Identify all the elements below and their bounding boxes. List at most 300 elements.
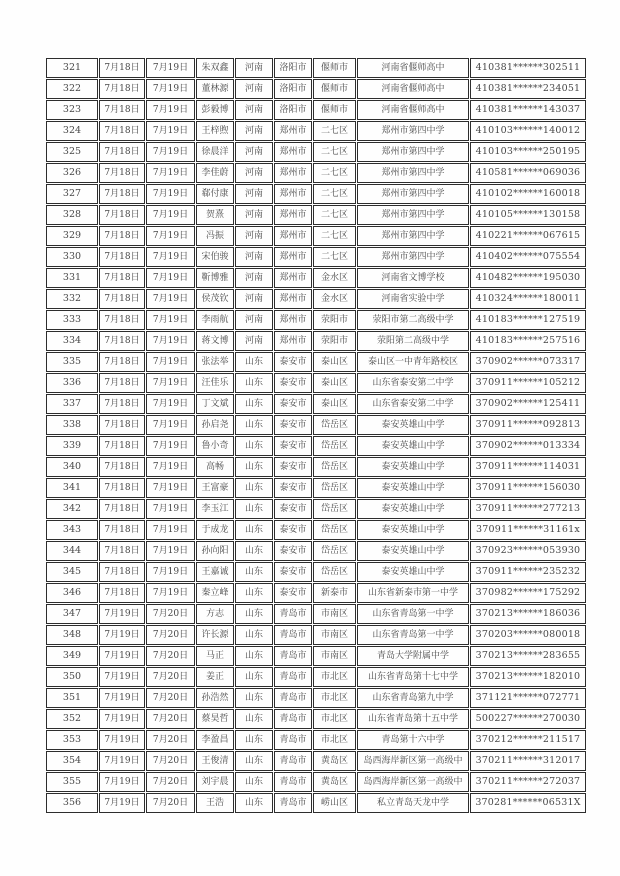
cell-school: 泰安英雄山中学 xyxy=(357,499,469,519)
cell-id-number: 370203******080018 xyxy=(470,625,586,645)
cell-row-number: 343 xyxy=(46,520,98,540)
table-row xyxy=(46,709,586,729)
cell-city: 青岛市 xyxy=(274,793,312,813)
cell-province: 河南 xyxy=(235,226,273,246)
cell-date-2: 7月20日 xyxy=(146,646,195,666)
cell-name: 秦立峰 xyxy=(196,583,234,603)
cell-district: 金水区 xyxy=(313,289,356,309)
cell-district: 岱岳区 xyxy=(313,541,356,561)
cell-district: 岱岳区 xyxy=(313,457,356,477)
cell-date-1: 7月18日 xyxy=(99,583,145,603)
cell-district: 泰山区 xyxy=(313,394,356,414)
cell-name: 徐晨洋 xyxy=(196,142,234,162)
cell-school: 山东省青岛第一中学 xyxy=(357,604,469,624)
cell-id-number: 410103******140012 xyxy=(470,121,586,141)
cell-city: 泰安市 xyxy=(274,583,312,603)
cell-date-2: 7月19日 xyxy=(146,226,195,246)
table-row xyxy=(46,247,586,267)
cell-name: 蒋文博 xyxy=(196,331,234,351)
cell-province: 河南 xyxy=(235,163,273,183)
cell-school: 泰安英雄山中学 xyxy=(357,415,469,435)
cell-row-number: 333 xyxy=(46,310,98,330)
table-row xyxy=(46,772,586,792)
cell-row-number: 356 xyxy=(46,793,98,813)
cell-id-number: 370212******211517 xyxy=(470,730,586,750)
cell-date-2: 7月19日 xyxy=(146,520,195,540)
cell-row-number: 338 xyxy=(46,415,98,435)
cell-district: 岱岳区 xyxy=(313,562,356,582)
cell-date-1: 7月18日 xyxy=(99,520,145,540)
cell-id-number: 370213******186036 xyxy=(470,604,586,624)
cell-id-number: 370923******053930 xyxy=(470,541,586,561)
table-row xyxy=(46,352,586,372)
cell-city: 郑州市 xyxy=(274,331,312,351)
table-row xyxy=(46,499,586,519)
cell-school: 河南省偃师高中 xyxy=(357,58,469,78)
table-row xyxy=(46,415,586,435)
cell-row-number: 347 xyxy=(46,604,98,624)
cell-date-2: 7月19日 xyxy=(146,373,195,393)
cell-province: 河南 xyxy=(235,142,273,162)
cell-id-number: 500227******270030 xyxy=(470,709,586,729)
cell-name: 孙启尧 xyxy=(196,415,234,435)
cell-school: 郑州市第四中学 xyxy=(357,226,469,246)
cell-city: 郑州市 xyxy=(274,142,312,162)
cell-school: 河南省偃师高中 xyxy=(357,79,469,99)
table-row xyxy=(46,625,586,645)
cell-district: 金水区 xyxy=(313,268,356,288)
cell-date-2: 7月19日 xyxy=(146,58,195,78)
cell-province: 河南 xyxy=(235,289,273,309)
cell-school: 泰安英雄山中学 xyxy=(357,457,469,477)
cell-date-1: 7月18日 xyxy=(99,394,145,414)
cell-province: 山东 xyxy=(235,373,273,393)
table-row xyxy=(46,331,586,351)
cell-city: 洛阳市 xyxy=(274,58,312,78)
cell-date-2: 7月19日 xyxy=(146,352,195,372)
cell-district: 黄岛区 xyxy=(313,772,356,792)
cell-id-number: 410381******302511 xyxy=(470,58,586,78)
cell-district: 岱岳区 xyxy=(313,520,356,540)
cell-school: 泰安英雄山中学 xyxy=(357,562,469,582)
cell-id-number: 370911******235232 xyxy=(470,562,586,582)
cell-province: 河南 xyxy=(235,310,273,330)
cell-province: 河南 xyxy=(235,121,273,141)
cell-school: 泰安英雄山中学 xyxy=(357,436,469,456)
cell-name: 孙浩然 xyxy=(196,688,234,708)
cell-name: 王富豪 xyxy=(196,478,234,498)
cell-date-1: 7月18日 xyxy=(99,331,145,351)
cell-date-2: 7月19日 xyxy=(146,310,195,330)
cell-district: 偃师市 xyxy=(313,79,356,99)
cell-school: 泰安英雄山中学 xyxy=(357,541,469,561)
cell-province: 山东 xyxy=(235,457,273,477)
cell-date-1: 7月19日 xyxy=(99,730,145,750)
table-row xyxy=(46,205,586,225)
table-row xyxy=(46,520,586,540)
cell-name: 李玉江 xyxy=(196,499,234,519)
cell-name: 王梓煦 xyxy=(196,121,234,141)
cell-school: 郑州市第四中学 xyxy=(357,184,469,204)
cell-date-2: 7月19日 xyxy=(146,394,195,414)
cell-date-2: 7月20日 xyxy=(146,709,195,729)
cell-date-2: 7月20日 xyxy=(146,667,195,687)
cell-city: 青岛市 xyxy=(274,667,312,687)
cell-name: 方志 xyxy=(196,604,234,624)
table-row xyxy=(46,730,586,750)
cell-date-1: 7月18日 xyxy=(99,499,145,519)
table-row xyxy=(46,142,586,162)
cell-city: 郑州市 xyxy=(274,121,312,141)
cell-row-number: 339 xyxy=(46,436,98,456)
cell-id-number: 370281******06531X xyxy=(470,793,586,813)
cell-name: 彭毅博 xyxy=(196,100,234,120)
cell-school: 郑州市第四中学 xyxy=(357,247,469,267)
cell-city: 泰安市 xyxy=(274,478,312,498)
cell-name: 孙向阳 xyxy=(196,541,234,561)
cell-date-2: 7月20日 xyxy=(146,604,195,624)
cell-id-number: 410482******195030 xyxy=(470,268,586,288)
cell-province: 河南 xyxy=(235,205,273,225)
cell-province: 山东 xyxy=(235,415,273,435)
cell-school: 郑州市第四中学 xyxy=(357,121,469,141)
cell-province: 山东 xyxy=(235,541,273,561)
cell-province: 山东 xyxy=(235,730,273,750)
cell-date-2: 7月19日 xyxy=(146,583,195,603)
cell-district: 岱岳区 xyxy=(313,436,356,456)
cell-date-2: 7月19日 xyxy=(146,163,195,183)
cell-district: 二七区 xyxy=(313,163,356,183)
cell-name: 董林源 xyxy=(196,79,234,99)
cell-province: 河南 xyxy=(235,331,273,351)
cell-province: 河南 xyxy=(235,79,273,99)
cell-id-number: 410183******127519 xyxy=(470,310,586,330)
cell-row-number: 340 xyxy=(46,457,98,477)
cell-city: 青岛市 xyxy=(274,646,312,666)
cell-id-number: 410183******257516 xyxy=(470,331,586,351)
cell-name: 朱双鑫 xyxy=(196,58,234,78)
cell-row-number: 337 xyxy=(46,394,98,414)
cell-school: 山东省新泰市第一中学 xyxy=(357,583,469,603)
cell-name: 冯振 xyxy=(196,226,234,246)
cell-date-1: 7月18日 xyxy=(99,247,145,267)
cell-row-number: 345 xyxy=(46,562,98,582)
cell-date-1: 7月19日 xyxy=(99,604,145,624)
cell-district: 泰山区 xyxy=(313,373,356,393)
cell-city: 泰安市 xyxy=(274,436,312,456)
table-row xyxy=(46,436,586,456)
cell-date-2: 7月19日 xyxy=(146,205,195,225)
cell-date-1: 7月18日 xyxy=(99,58,145,78)
cell-school: 河南省偃师高中 xyxy=(357,100,469,120)
cell-name: 李雨航 xyxy=(196,310,234,330)
cell-name: 于成龙 xyxy=(196,520,234,540)
cell-district: 偃师市 xyxy=(313,100,356,120)
cell-name: 鲁小奇 xyxy=(196,436,234,456)
cell-district: 黄岛区 xyxy=(313,751,356,771)
cell-province: 山东 xyxy=(235,751,273,771)
cell-school: 泰安英雄山中学 xyxy=(357,478,469,498)
cell-city: 泰安市 xyxy=(274,541,312,561)
table-row xyxy=(46,751,586,771)
cell-province: 山东 xyxy=(235,772,273,792)
cell-date-2: 7月19日 xyxy=(146,79,195,99)
table-row xyxy=(46,688,586,708)
cell-province: 河南 xyxy=(235,184,273,204)
cell-name: 李佳蔚 xyxy=(196,163,234,183)
cell-name: 丁文斌 xyxy=(196,394,234,414)
table-row xyxy=(46,793,586,813)
cell-name: 王浩 xyxy=(196,793,234,813)
cell-date-1: 7月18日 xyxy=(99,142,145,162)
cell-row-number: 354 xyxy=(46,751,98,771)
cell-province: 山东 xyxy=(235,604,273,624)
cell-date-2: 7月20日 xyxy=(146,751,195,771)
cell-province: 山东 xyxy=(235,709,273,729)
cell-date-2: 7月19日 xyxy=(146,331,195,351)
cell-row-number: 332 xyxy=(46,289,98,309)
cell-date-1: 7月19日 xyxy=(99,646,145,666)
cell-date-2: 7月20日 xyxy=(146,772,195,792)
cell-row-number: 331 xyxy=(46,268,98,288)
cell-district: 荥阳市 xyxy=(313,331,356,351)
cell-row-number: 351 xyxy=(46,688,98,708)
cell-province: 山东 xyxy=(235,583,273,603)
table-row xyxy=(46,58,586,78)
cell-province: 河南 xyxy=(235,58,273,78)
cell-province: 山东 xyxy=(235,394,273,414)
table-row xyxy=(46,541,586,561)
cell-row-number: 327 xyxy=(46,184,98,204)
cell-id-number: 410102******160018 xyxy=(470,184,586,204)
cell-id-number: 370211******312017 xyxy=(470,751,586,771)
cell-province: 河南 xyxy=(235,100,273,120)
cell-id-number: 370902******073317 xyxy=(470,352,586,372)
cell-date-1: 7月18日 xyxy=(99,184,145,204)
cell-city: 泰安市 xyxy=(274,562,312,582)
cell-date-1: 7月18日 xyxy=(99,562,145,582)
cell-school: 岛西海岸新区第一高级中 xyxy=(357,751,469,771)
cell-date-1: 7月18日 xyxy=(99,415,145,435)
cell-date-1: 7月18日 xyxy=(99,541,145,561)
cell-date-1: 7月19日 xyxy=(99,667,145,687)
cell-district: 荥阳市 xyxy=(313,310,356,330)
cell-district: 市北区 xyxy=(313,709,356,729)
cell-date-2: 7月19日 xyxy=(146,562,195,582)
cell-district: 二七区 xyxy=(313,184,356,204)
cell-name: 贺熹 xyxy=(196,205,234,225)
records-table xyxy=(45,57,587,814)
cell-city: 青岛市 xyxy=(274,709,312,729)
cell-date-2: 7月19日 xyxy=(146,142,195,162)
cell-id-number: 370902******013334 xyxy=(470,436,586,456)
cell-row-number: 350 xyxy=(46,667,98,687)
cell-province: 山东 xyxy=(235,688,273,708)
cell-date-2: 7月19日 xyxy=(146,121,195,141)
cell-province: 山东 xyxy=(235,667,273,687)
cell-id-number: 370911******277213 xyxy=(470,499,586,519)
cell-row-number: 355 xyxy=(46,772,98,792)
cell-name: 王俊清 xyxy=(196,751,234,771)
cell-date-1: 7月19日 xyxy=(99,793,145,813)
cell-province: 山东 xyxy=(235,625,273,645)
cell-name: 许长源 xyxy=(196,625,234,645)
table-row xyxy=(46,667,586,687)
table-row xyxy=(46,373,586,393)
cell-district: 崂山区 xyxy=(313,793,356,813)
cell-school: 荥阳市第二高级中学 xyxy=(357,310,469,330)
cell-date-2: 7月19日 xyxy=(146,436,195,456)
cell-date-2: 7月19日 xyxy=(146,499,195,519)
table-row xyxy=(46,289,586,309)
cell-id-number: 410324******180011 xyxy=(470,289,586,309)
cell-date-1: 7月18日 xyxy=(99,100,145,120)
cell-school: 河南省实验中学 xyxy=(357,289,469,309)
cell-school: 岛西海岸新区第一高级中 xyxy=(357,772,469,792)
table-row xyxy=(46,184,586,204)
cell-id-number: 410103******250195 xyxy=(470,142,586,162)
cell-date-2: 7月19日 xyxy=(146,415,195,435)
table-row xyxy=(46,604,586,624)
cell-district: 市北区 xyxy=(313,730,356,750)
cell-province: 河南 xyxy=(235,247,273,267)
cell-name: 蔡昊哲 xyxy=(196,709,234,729)
cell-district: 二七区 xyxy=(313,205,356,225)
cell-row-number: 330 xyxy=(46,247,98,267)
cell-city: 泰安市 xyxy=(274,520,312,540)
cell-name: 侯茂钦 xyxy=(196,289,234,309)
cell-row-number: 321 xyxy=(46,58,98,78)
cell-date-2: 7月19日 xyxy=(146,184,195,204)
cell-city: 泰安市 xyxy=(274,352,312,372)
cell-school: 山东省泰安第二中学 xyxy=(357,394,469,414)
cell-school: 泰安英雄山中学 xyxy=(357,520,469,540)
table-row xyxy=(46,562,586,582)
cell-date-1: 7月18日 xyxy=(99,268,145,288)
cell-district: 泰山区 xyxy=(313,352,356,372)
cell-city: 郑州市 xyxy=(274,163,312,183)
cell-id-number: 370211******272037 xyxy=(470,772,586,792)
cell-id-number: 370911******31161x xyxy=(470,520,586,540)
cell-province: 山东 xyxy=(235,562,273,582)
cell-id-number: 371121******072771 xyxy=(470,688,586,708)
cell-city: 郑州市 xyxy=(274,310,312,330)
cell-row-number: 348 xyxy=(46,625,98,645)
cell-id-number: 410105******130158 xyxy=(470,205,586,225)
table-row xyxy=(46,478,586,498)
cell-school: 荥阳第二高级中学 xyxy=(357,331,469,351)
cell-date-2: 7月20日 xyxy=(146,793,195,813)
cell-date-2: 7月20日 xyxy=(146,688,195,708)
cell-row-number: 329 xyxy=(46,226,98,246)
cell-id-number: 410402******075554 xyxy=(470,247,586,267)
cell-district: 二七区 xyxy=(313,121,356,141)
cell-province: 山东 xyxy=(235,793,273,813)
cell-district: 市南区 xyxy=(313,625,356,645)
table-row xyxy=(46,310,586,330)
cell-city: 泰安市 xyxy=(274,499,312,519)
cell-row-number: 342 xyxy=(46,499,98,519)
cell-city: 青岛市 xyxy=(274,625,312,645)
cell-city: 青岛市 xyxy=(274,751,312,771)
cell-district: 岱岳区 xyxy=(313,478,356,498)
cell-date-1: 7月18日 xyxy=(99,289,145,309)
cell-district: 岱岳区 xyxy=(313,499,356,519)
table-row xyxy=(46,226,586,246)
cell-city: 洛阳市 xyxy=(274,100,312,120)
cell-date-1: 7月18日 xyxy=(99,121,145,141)
cell-district: 市北区 xyxy=(313,688,356,708)
cell-date-1: 7月18日 xyxy=(99,352,145,372)
cell-name: 刘宇晨 xyxy=(196,772,234,792)
cell-id-number: 410381******234051 xyxy=(470,79,586,99)
cell-school: 郑州市第四中学 xyxy=(357,142,469,162)
cell-row-number: 353 xyxy=(46,730,98,750)
records-table-body xyxy=(46,58,586,813)
cell-row-number: 326 xyxy=(46,163,98,183)
cell-province: 山东 xyxy=(235,478,273,498)
cell-province: 山东 xyxy=(235,520,273,540)
cell-id-number: 370911******092813 xyxy=(470,415,586,435)
cell-id-number: 370213******182010 xyxy=(470,667,586,687)
cell-city: 郑州市 xyxy=(274,184,312,204)
cell-city: 青岛市 xyxy=(274,604,312,624)
cell-name: 高畅 xyxy=(196,457,234,477)
cell-city: 洛阳市 xyxy=(274,79,312,99)
cell-id-number: 370982******175292 xyxy=(470,583,586,603)
cell-id-number: 410381******143037 xyxy=(470,100,586,120)
cell-district: 岱岳区 xyxy=(313,415,356,435)
cell-city: 泰安市 xyxy=(274,373,312,393)
cell-school: 山东省青岛第一中学 xyxy=(357,625,469,645)
cell-city: 青岛市 xyxy=(274,730,312,750)
cell-school: 山东省泰安第二中学 xyxy=(357,373,469,393)
cell-district: 市南区 xyxy=(313,604,356,624)
cell-school: 山东省青岛第十七中学 xyxy=(357,667,469,687)
cell-date-2: 7月20日 xyxy=(146,730,195,750)
cell-city: 青岛市 xyxy=(274,772,312,792)
cell-row-number: 334 xyxy=(46,331,98,351)
cell-school: 山东省青岛第十五中学 xyxy=(357,709,469,729)
cell-district: 市北区 xyxy=(313,667,356,687)
cell-id-number: 410581******069036 xyxy=(470,163,586,183)
cell-id-number: 370911******156030 xyxy=(470,478,586,498)
cell-district: 市南区 xyxy=(313,646,356,666)
cell-row-number: 325 xyxy=(46,142,98,162)
table-row xyxy=(46,163,586,183)
table-row xyxy=(46,457,586,477)
cell-row-number: 335 xyxy=(46,352,98,372)
table-row xyxy=(46,646,586,666)
table-row xyxy=(46,583,586,603)
cell-row-number: 323 xyxy=(46,100,98,120)
cell-row-number: 352 xyxy=(46,709,98,729)
cell-province: 山东 xyxy=(235,646,273,666)
cell-district: 偃师市 xyxy=(313,58,356,78)
cell-date-2: 7月19日 xyxy=(146,457,195,477)
cell-district: 新泰市 xyxy=(313,583,356,603)
cell-date-1: 7月19日 xyxy=(99,709,145,729)
cell-date-1: 7月18日 xyxy=(99,79,145,99)
cell-row-number: 328 xyxy=(46,205,98,225)
cell-date-1: 7月18日 xyxy=(99,436,145,456)
table-row xyxy=(46,268,586,288)
cell-name: 王嘉诚 xyxy=(196,562,234,582)
cell-date-1: 7月18日 xyxy=(99,478,145,498)
cell-row-number: 336 xyxy=(46,373,98,393)
cell-row-number: 344 xyxy=(46,541,98,561)
table-row xyxy=(46,79,586,99)
